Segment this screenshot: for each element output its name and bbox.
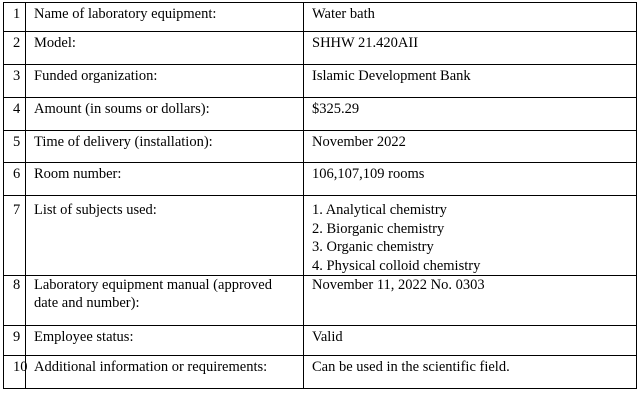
row-value <box>304 196 637 276</box>
row-number: 6 <box>4 163 26 196</box>
row-number: 4 <box>4 98 26 131</box>
row-number: 5 <box>4 131 26 163</box>
row-value: SHHW 21.420AII <box>304 32 637 65</box>
subject-item: 4. Physical colloid chemistry <box>312 257 481 274</box>
table-row <box>4 3 637 32</box>
row-label: List of subjects used: <box>26 196 304 276</box>
row-value: Water bath <box>304 3 637 32</box>
table-row <box>4 276 637 326</box>
subject-item: 2. Biorganic chemistry <box>312 220 445 237</box>
table-row <box>4 356 637 389</box>
row-label: Room number: <box>26 163 304 196</box>
row-number: 1 <box>4 3 26 32</box>
row-value: November 11, 2022 No. 0303 <box>304 276 637 326</box>
row-value: $325.29 <box>304 98 637 131</box>
subject-list <box>312 201 630 275</box>
row-number: 2 <box>4 32 26 65</box>
subject-item: 1. Analytical chemistry <box>312 202 447 218</box>
row-number: 8 <box>4 276 26 326</box>
subject-item: 3. Organic chemistry <box>312 239 434 255</box>
table-row <box>4 163 637 196</box>
row-label: Name of laboratory equipment: <box>26 3 304 32</box>
row-value: November 2022 <box>304 131 637 163</box>
table-row <box>4 131 637 163</box>
table-row <box>4 98 637 131</box>
row-label: Funded organization: <box>26 65 304 98</box>
table-row <box>4 32 637 65</box>
table-row <box>4 65 637 98</box>
row-number: 9 <box>4 326 26 356</box>
row-number: 3 <box>4 65 26 98</box>
row-label: Model: <box>26 32 304 65</box>
row-value: Valid <box>304 326 637 356</box>
table-row <box>4 326 637 356</box>
row-label: Additional information or requirements: <box>26 356 304 389</box>
row-number: 10 <box>4 356 26 389</box>
row-value: Islamic Development Bank <box>304 65 637 98</box>
row-label: Amount (in soums or dollars): <box>26 98 304 131</box>
row-value: 106,107,109 rooms <box>304 163 637 196</box>
row-label: Laboratory equipment manual (approved date and number): <box>26 276 304 326</box>
table-row <box>4 196 637 276</box>
row-label: Employee status: <box>26 326 304 356</box>
equipment-info-table <box>3 2 637 389</box>
row-value: Can be used in the scientific field. <box>304 356 637 389</box>
row-label: Time of delivery (installation): <box>26 131 304 163</box>
row-number: 7 <box>4 196 26 276</box>
